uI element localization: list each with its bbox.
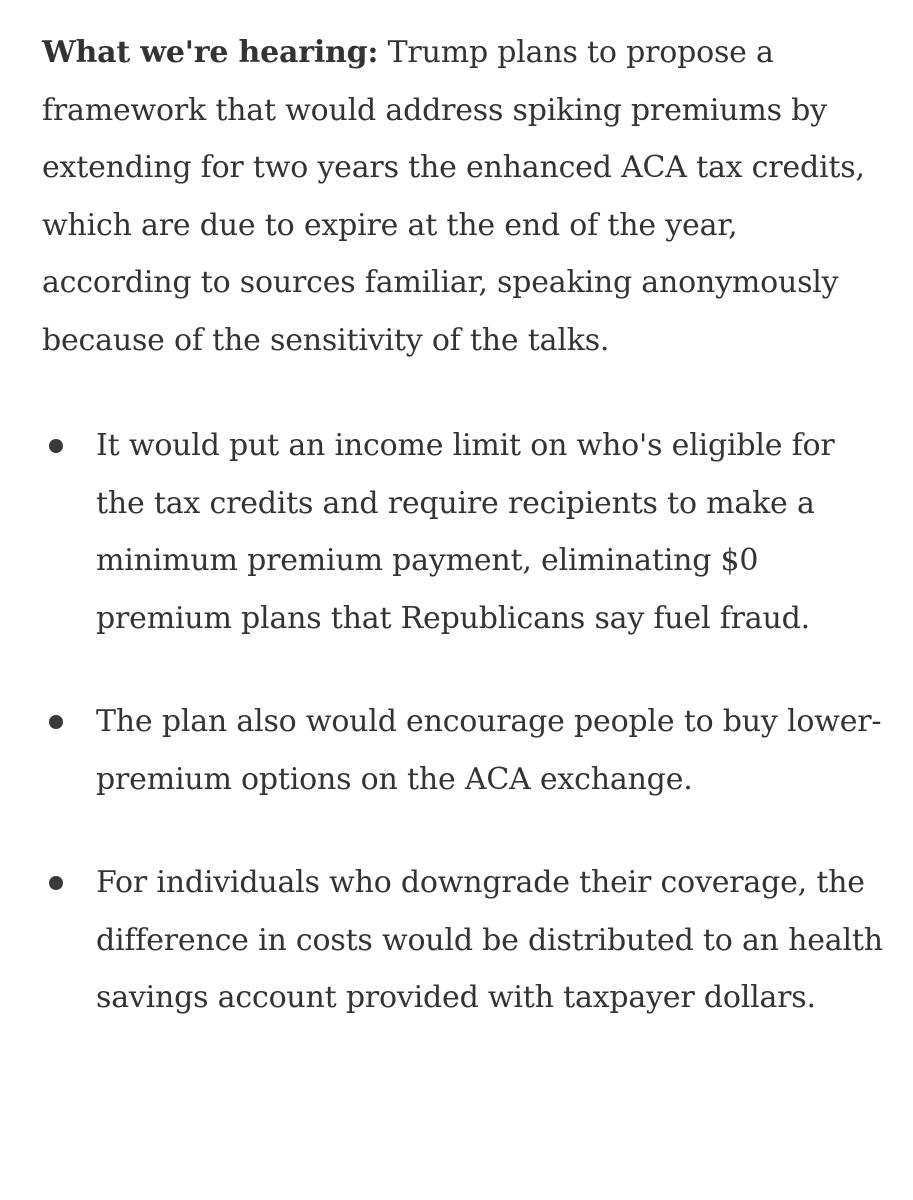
bullet-icon	[49, 715, 63, 729]
bullet-icon	[49, 876, 63, 890]
list-item	[42, 854, 883, 1027]
intro-lead: What we're hearing:	[42, 35, 379, 70]
bullet-icon	[49, 439, 63, 453]
list-item	[42, 693, 883, 808]
list-item-text: The plan also would encourage people to buy lower-premium options on the ACA exchange.	[96, 704, 882, 797]
intro-paragraph	[42, 24, 883, 369]
list-item	[42, 417, 883, 647]
intro-text: Trump plans to propose a framework that would address spiking premiums by extending for two years the enhanced ACA tax credits, which are due to expire at the end of the year, according to sources familiar, speaking anonymously because of the sensitivity of the talks.	[42, 35, 865, 358]
bullet-list	[42, 417, 883, 1027]
list-item-text: For individuals who downgrade their coverage, the difference in costs would be distributed to an health savings account provided with taxpayer dollars.	[96, 865, 883, 1015]
list-item-text: It would put an income limit on who's eligible for the tax credits and require recipients to make a minimum premium payment, eliminating $0 premium plans that Republicans say fuel fraud.	[96, 428, 835, 636]
